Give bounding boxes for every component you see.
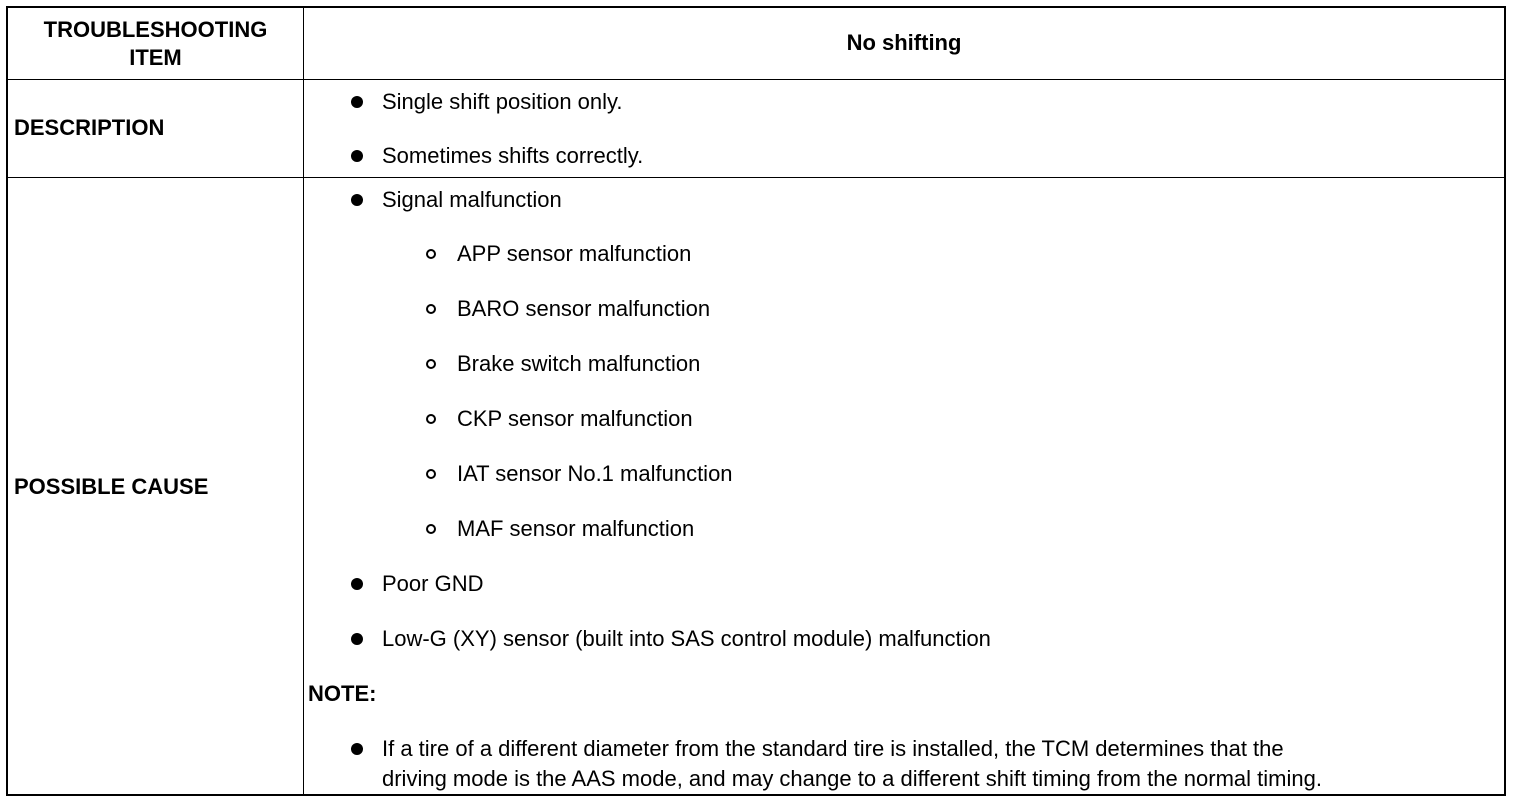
cause-sub-item: MAF sensor malfunction	[457, 516, 695, 541]
troubleshooting-item-title: No shifting	[846, 30, 962, 55]
cause-item: Low-G (XY) sensor (built into SAS control module) malfunction	[382, 626, 991, 651]
hollow-circle-icon	[426, 414, 436, 424]
description-label: DESCRIPTION	[8, 79, 304, 177]
header-label-line2: ITEM	[129, 44, 182, 70]
description-item: Single shift position only.	[382, 89, 623, 114]
description-item: Sometimes shifts correctly.	[382, 143, 644, 168]
cause-item: Poor GND	[382, 571, 484, 596]
hollow-circle-icon	[426, 249, 436, 259]
cause-sub-item: CKP sensor malfunction	[457, 406, 693, 431]
note-text-line2: driving mode is the AAS mode, and may change to a different shift timing from the normal timing.	[382, 766, 1322, 791]
hollow-circle-icon	[426, 304, 436, 314]
cause-sub-item: IAT sensor No.1 malfunction	[457, 461, 733, 486]
hollow-circle-icon	[426, 524, 436, 534]
bullet-icon	[351, 743, 363, 755]
note-text-line1: If a tire of a different diameter from the standard tire is installed, the TCM determines that the	[382, 736, 1284, 761]
cause-item-signal: Signal malfunction	[382, 187, 562, 212]
bullet-icon	[351, 194, 363, 206]
note-label: NOTE:	[308, 681, 377, 706]
cause-sub-item: APP sensor malfunction	[457, 241, 692, 266]
possible-cause-label: POSSIBLE CAUSE	[8, 177, 304, 796]
header-label-line1: TROUBLESHOOTING	[43, 16, 268, 42]
bullet-icon	[351, 578, 363, 590]
description-row	[8, 79, 1504, 178]
header-row	[8, 8, 1504, 80]
troubleshooting-item-value-cell	[304, 8, 1504, 79]
bullet-icon	[351, 150, 363, 162]
possible-cause-value-cell	[304, 177, 1504, 796]
hollow-circle-icon	[426, 359, 436, 369]
description-value-cell	[304, 79, 1504, 177]
cause-sub-item: BARO sensor malfunction	[457, 296, 711, 321]
possible-cause-row	[8, 177, 1504, 796]
troubleshooting-item-label	[8, 8, 304, 79]
hollow-circle-icon	[426, 469, 436, 479]
bullet-icon	[351, 633, 363, 645]
troubleshooting-table	[6, 6, 1506, 796]
bullet-icon	[351, 96, 363, 108]
cause-sub-item: Brake switch malfunction	[457, 351, 701, 376]
